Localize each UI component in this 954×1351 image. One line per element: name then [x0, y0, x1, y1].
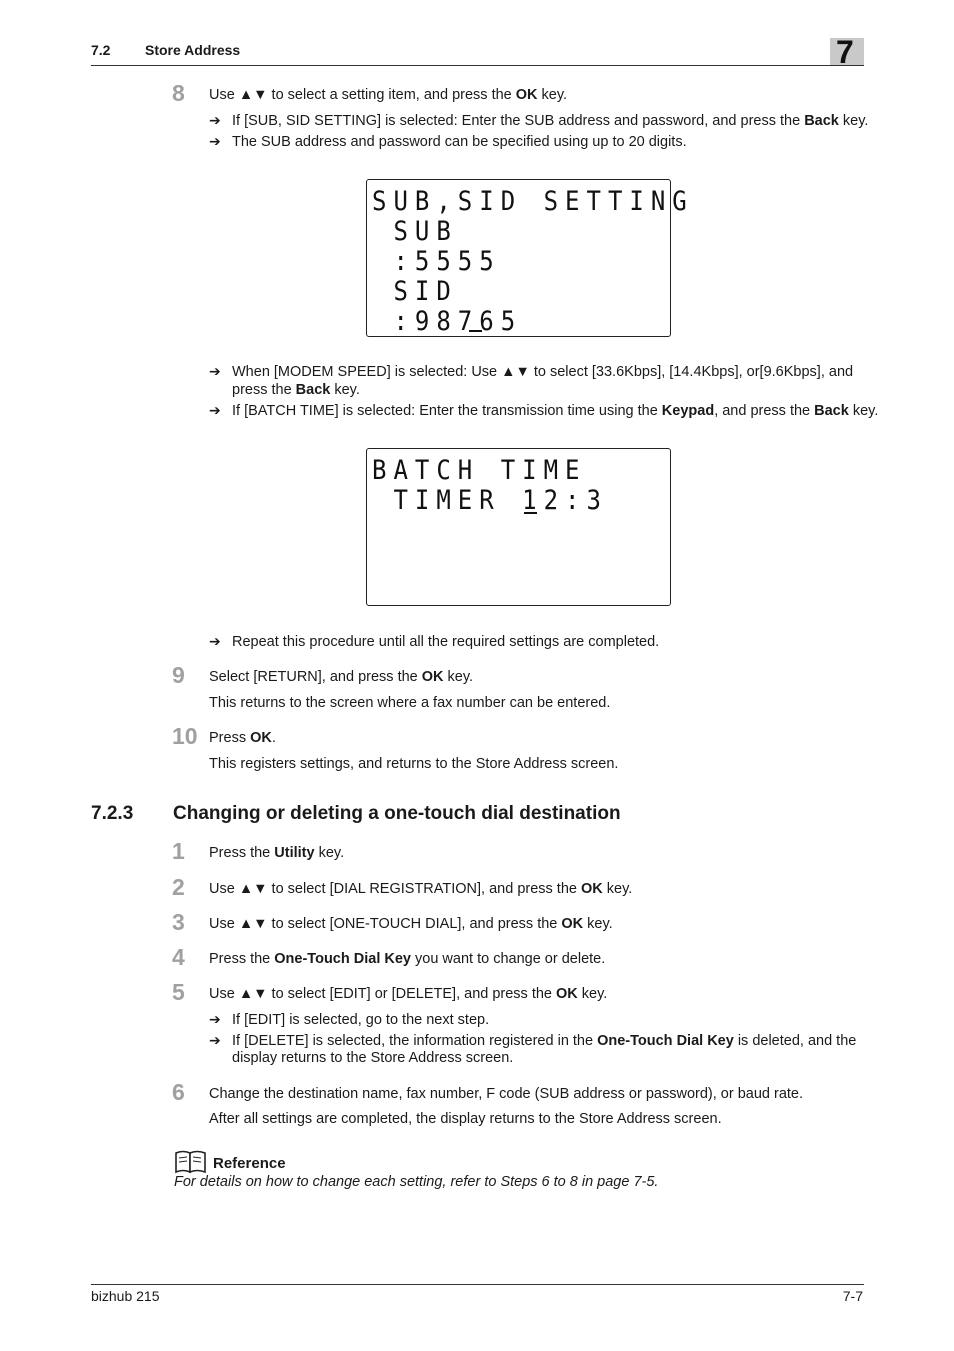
bullet-text: When [MODEM SPEED] is selected: Use ▲▼ to select [33.6Kbps], [14.4Kbps], or[9.6Kbps], and: [232, 364, 854, 380]
step-number: 6: [172, 1079, 185, 1105]
lcd-line: :5555: [372, 245, 501, 277]
lcd-line: TIMER 12:3: [372, 484, 608, 516]
step-number: 3: [172, 909, 185, 935]
step-text: Use ▲▼ to select [DIAL REGISTRATION], and press the OK key.: [209, 881, 633, 897]
reference-text: For details on how to change each setting, refer to Steps 6 to 8 in page 7-5.: [174, 1174, 659, 1190]
bullet-text: If [BATCH TIME] is selected: Enter the transmission time using the Keypad, and press the Back key.: [232, 403, 879, 419]
step-text: Use ▲▼ to select [ONE-TOUCH DIAL], and press the OK key.: [209, 916, 613, 932]
bullet-text: Repeat this procedure until all the required settings are completed.: [232, 634, 660, 650]
text-cursor: [524, 512, 537, 514]
arrow-icon: ➔: [209, 133, 221, 149]
subsection-title: Changing or deleting a one-touch dial destination: [173, 803, 621, 824]
text-cursor: [469, 330, 482, 332]
bullet-text: press the Back key.: [232, 382, 360, 398]
step-text: Press OK.: [209, 730, 276, 746]
footer-page-number: 7-7: [842, 1288, 863, 1304]
lcd-line: SUB: [372, 215, 458, 247]
section-number: 7.2: [91, 42, 111, 58]
lcd-line: SID: [372, 275, 458, 307]
step-text: Press the One-Touch Dial Key you want to change or delete.: [209, 951, 606, 967]
arrow-icon: ➔: [209, 402, 221, 418]
step-number: 9: [172, 662, 185, 688]
arrow-icon: ➔: [209, 363, 221, 379]
step-text: Use ▲▼ to select a setting item, and press the OK key.: [209, 87, 568, 103]
step-result: This returns to the screen where a fax number can be entered.: [209, 695, 611, 711]
step-text: Press the Utility key.: [209, 845, 345, 861]
chapter-number: 7: [836, 34, 854, 70]
step-number: 1: [172, 838, 185, 864]
step-number: 4: [172, 944, 185, 970]
arrow-icon: ➔: [209, 1011, 221, 1027]
lcd-line: SUB,SID SETTING: [372, 185, 694, 217]
lcd-line: BATCH TIME: [372, 454, 587, 486]
step-text: Use ▲▼ to select [EDIT] or [DELETE], and press the OK key.: [209, 986, 608, 1002]
reference-label: Reference: [213, 1155, 286, 1172]
header-rule: [91, 65, 864, 66]
footer-product: bizhub 215: [91, 1288, 160, 1304]
bullet-text: If [DELETE] is selected, the information registered in the One-Touch Dial Key is deleted, and the: [232, 1033, 857, 1049]
section-title: Store Address: [145, 42, 241, 58]
bullet-text: If [EDIT] is selected, go to the next step.: [232, 1012, 490, 1028]
subsection-number: 7.2.3: [91, 803, 134, 824]
book-icon: [174, 1149, 208, 1175]
arrow-icon: ➔: [209, 112, 221, 128]
step-number: 5: [172, 979, 185, 1005]
step-result: This registers settings, and returns to the Store Address screen.: [209, 756, 619, 772]
lcd-display: [366, 179, 694, 337]
bullet-text: display returns to the Store Address screen.: [232, 1050, 514, 1066]
lcd-line: :98765: [372, 305, 523, 337]
lcd-display: [366, 448, 671, 606]
arrow-icon: ➔: [209, 1032, 221, 1048]
step-number: 10: [172, 723, 198, 749]
bullet-text: The SUB address and password can be specified using up to 20 digits.: [232, 134, 687, 150]
arrow-icon: ➔: [209, 633, 221, 649]
footer-rule: [91, 1284, 864, 1285]
step-number: 8: [172, 80, 185, 106]
step-number: 2: [172, 874, 185, 900]
step-result: After all settings are completed, the display returns to the Store Address screen.: [209, 1111, 722, 1127]
step-text: Select [RETURN], and press the OK key.: [209, 669, 474, 685]
bullet-text: If [SUB, SID SETTING] is selected: Enter the SUB address and password, and press the Back key.: [232, 113, 869, 129]
step-text: Change the destination name, fax number, F code (SUB address or password), or baud rate.: [209, 1086, 804, 1102]
